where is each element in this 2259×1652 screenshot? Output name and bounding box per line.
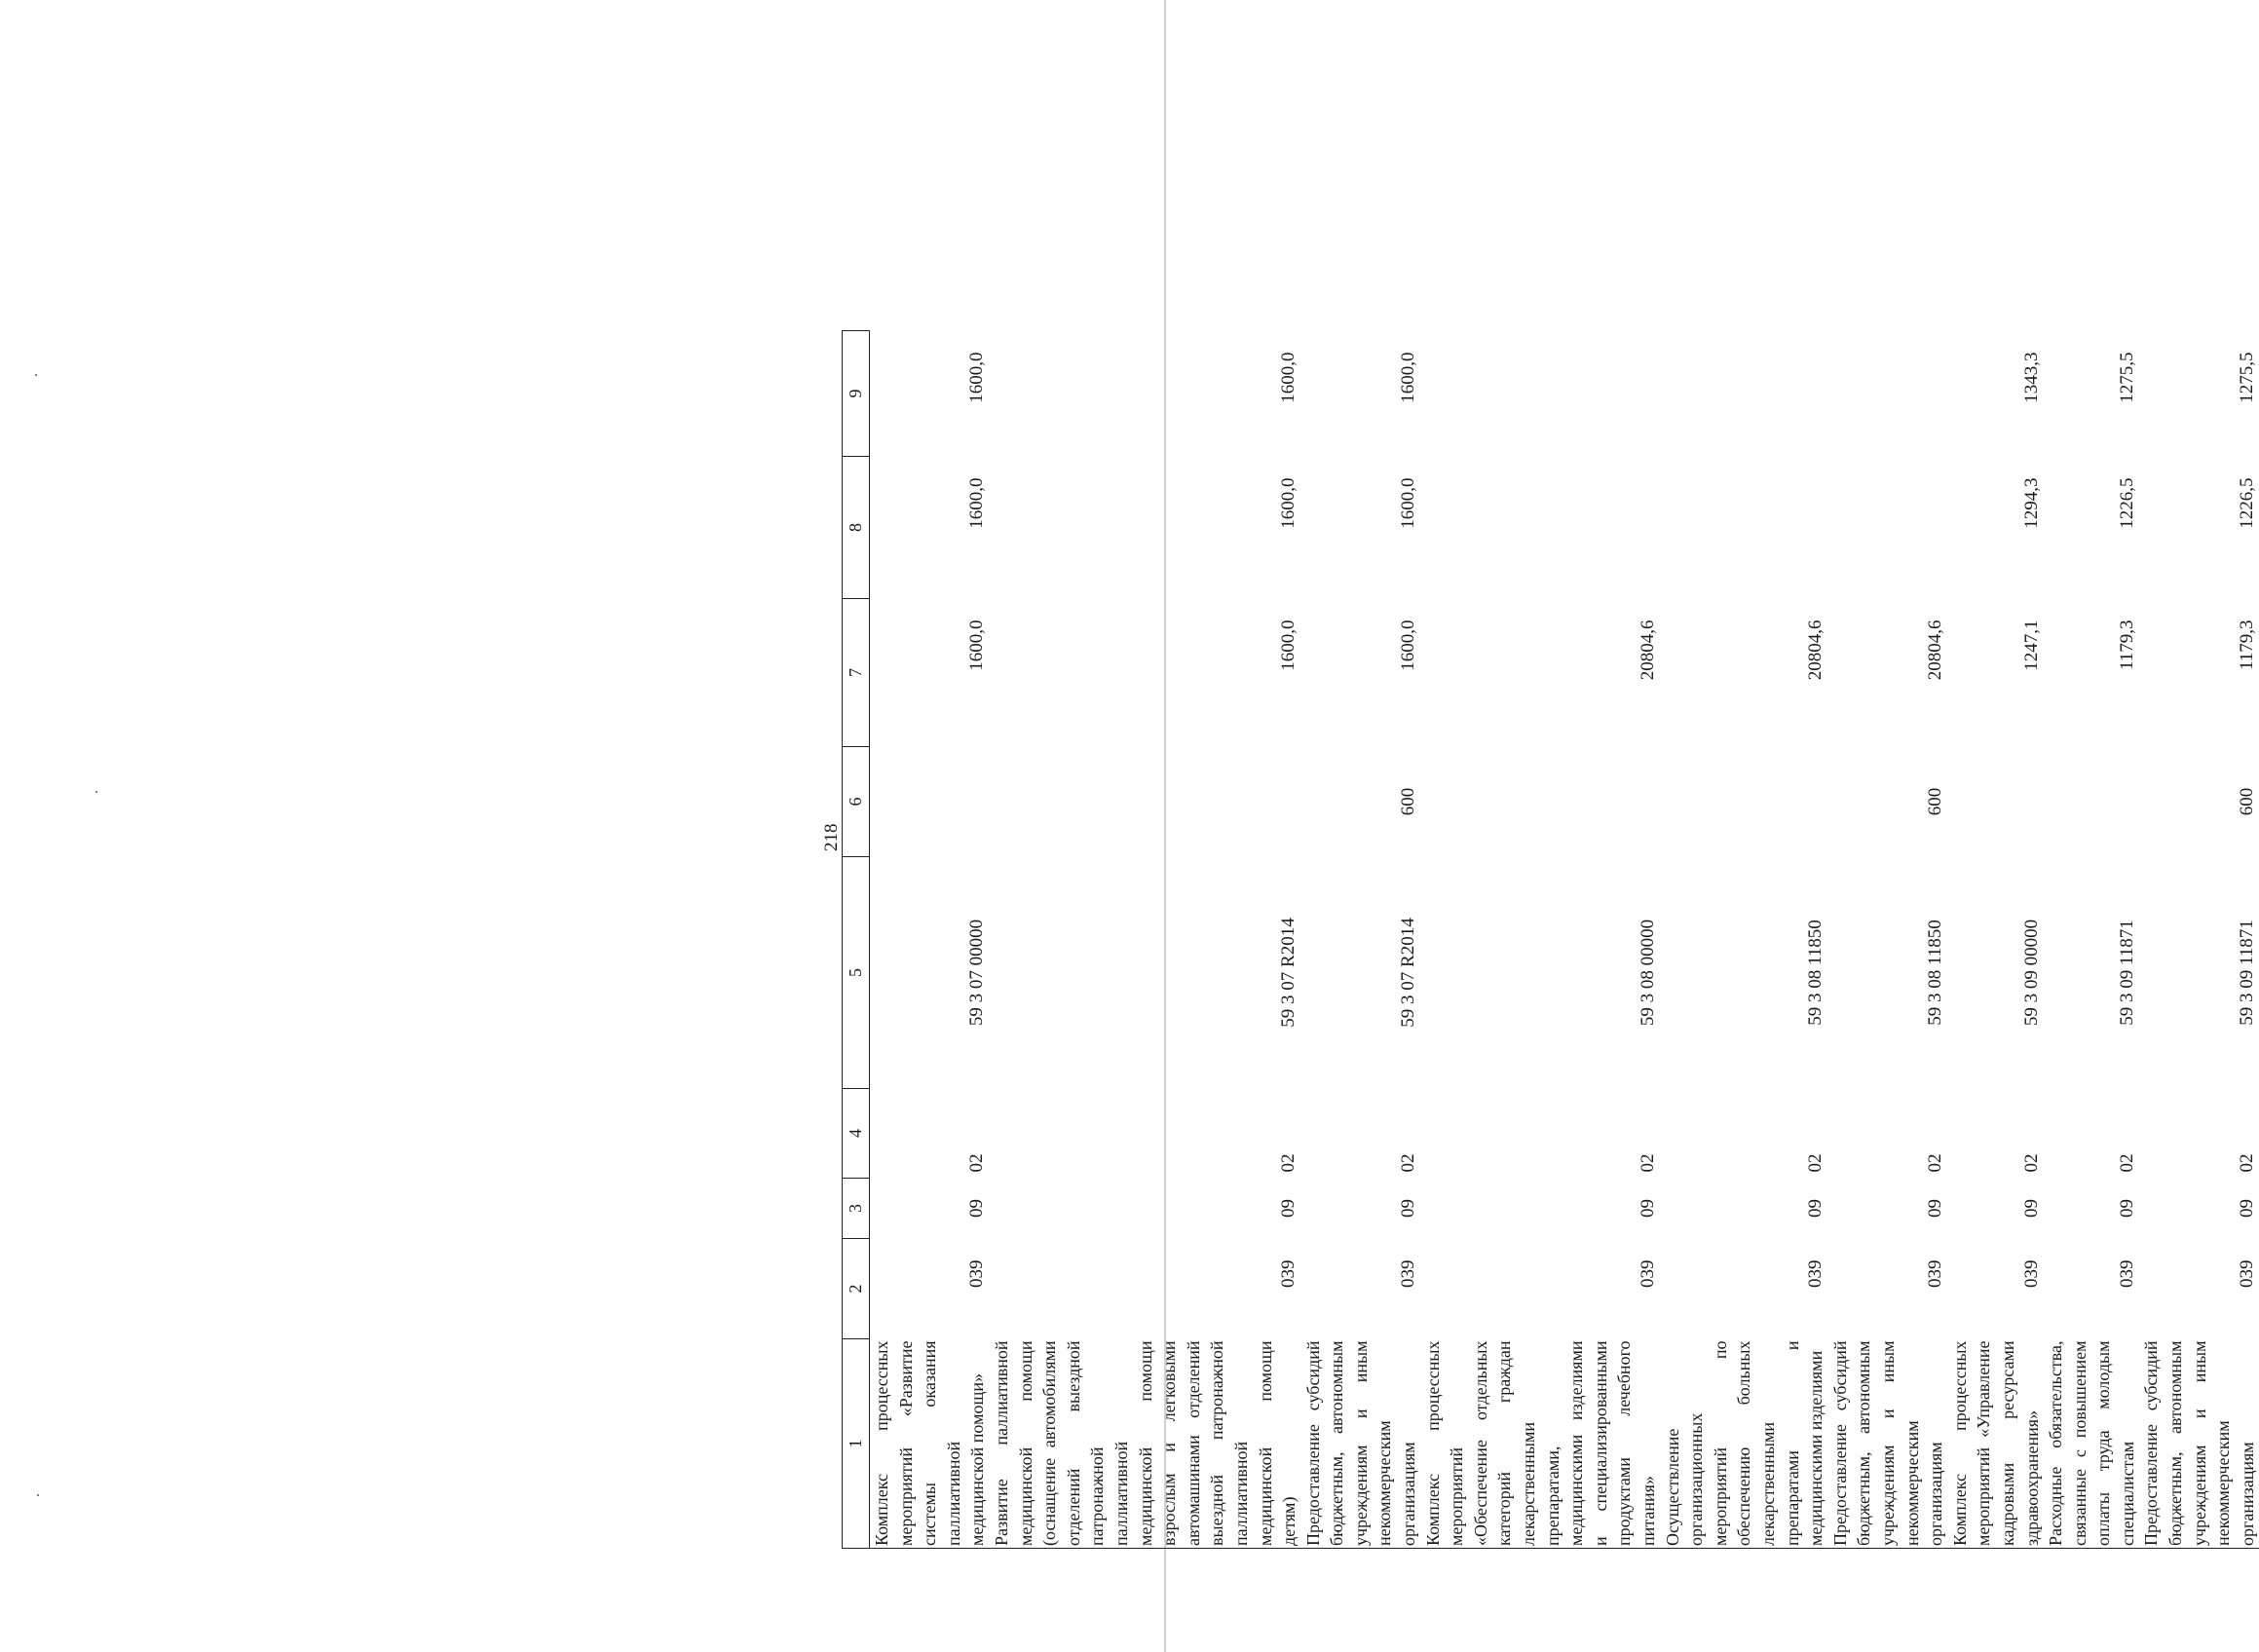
admin-code: 039 bbox=[2020, 1259, 2042, 1288]
column-header: 2 bbox=[843, 1239, 870, 1339]
amount-year-1: 1600,0 bbox=[966, 620, 988, 671]
subsection-code: 02 bbox=[2116, 1153, 2137, 1173]
target-item-code: 59 3 08 11850 bbox=[1805, 920, 1826, 1026]
expense-type-code: 600 bbox=[1398, 787, 1419, 816]
target-item-code: 59 3 09 11871 bbox=[2236, 920, 2257, 1026]
amount-year-3 bbox=[1828, 331, 1948, 457]
target-item-code: 59 3 09 00000 bbox=[2020, 919, 2042, 1027]
amount-year-2 bbox=[1421, 457, 1661, 599]
amount-year-3: 1600,0 bbox=[1398, 352, 1419, 403]
amount-year-3: 1275,5 bbox=[2236, 352, 2257, 403]
subsection-code: 02 bbox=[1925, 1153, 1946, 1173]
amount-year-2: 1600,0 bbox=[1278, 477, 1299, 529]
expense-type-code: 600 bbox=[1925, 787, 1946, 816]
admin-code: 039 bbox=[1278, 1259, 1299, 1288]
column-header: 7 bbox=[843, 599, 870, 747]
column-header: 8 bbox=[843, 457, 870, 599]
column-header: 3 bbox=[843, 1179, 870, 1239]
section-code: 09 bbox=[2020, 1199, 2042, 1218]
table-row bbox=[1301, 331, 1421, 1549]
amount-year-2: 1226,5 bbox=[2116, 477, 2137, 529]
amount-year-1: 20804,6 bbox=[1638, 620, 1658, 681]
column-header: 5 bbox=[843, 857, 870, 1089]
row-description: Расходные обязательства, связанные с повышением оплаты труда молодым специалистам bbox=[2044, 1339, 2139, 1549]
table-row bbox=[2044, 331, 2139, 1549]
row-description: Комплекс процессных мероприятий «Развитие системы оказания паллиативной медицинской помощи» bbox=[870, 1339, 990, 1549]
column-header: 6 bbox=[843, 747, 870, 857]
column-header: 9 bbox=[843, 331, 870, 457]
amount-year-3 bbox=[1661, 331, 1828, 457]
column-header: 4 bbox=[843, 1089, 870, 1179]
target-item-code: 59 3 07 R2014 bbox=[1278, 918, 1299, 1028]
amount-year-2 bbox=[1661, 457, 1828, 599]
budget-table bbox=[842, 330, 2259, 1549]
subsection-code: 02 bbox=[966, 1153, 988, 1173]
expense-type-code bbox=[870, 747, 990, 857]
table-row bbox=[870, 331, 990, 1549]
table-row bbox=[1661, 331, 1828, 1549]
subsection-code: 02 bbox=[1278, 1153, 1299, 1173]
section-code: 09 bbox=[1278, 1199, 1299, 1218]
section-code: 09 bbox=[1398, 1199, 1419, 1218]
amount-year-3: 1343,3 bbox=[2020, 352, 2042, 403]
row-description: Предоставление субсидий бюджетным, автономным учреждениям и иным некоммерческим организациям bbox=[1301, 1339, 1421, 1549]
expense-type-code bbox=[1661, 747, 1828, 857]
section-code: 09 bbox=[1925, 1199, 1946, 1218]
admin-code: 039 bbox=[966, 1259, 988, 1288]
section-code: 09 bbox=[2236, 1199, 2257, 1218]
row-description: Комплекс процессных мероприятий «Обеспечение отдельных категорий граждан лекарственными препаратами, медицинскими изделиями и специализированными продуктами лечебного питания» bbox=[1421, 1339, 1661, 1549]
table-row bbox=[2139, 331, 2259, 1549]
target-item-code: 59 3 09 11871 bbox=[2116, 920, 2137, 1026]
section-code: 09 bbox=[1638, 1199, 1658, 1218]
amount-year-2 bbox=[1828, 457, 1948, 599]
column-header-row bbox=[843, 331, 870, 1549]
amount-year-1: 1179,3 bbox=[2116, 620, 2137, 671]
admin-code: 039 bbox=[2236, 1259, 2257, 1288]
column-header: 1 bbox=[843, 1339, 870, 1549]
expense-type-code bbox=[1421, 747, 1661, 857]
amount-year-1: 1247,1 bbox=[2020, 620, 2042, 671]
amount-year-2: 1294,3 bbox=[2020, 477, 2042, 529]
table-row bbox=[1828, 331, 1948, 1549]
admin-code: 039 bbox=[1925, 1259, 1946, 1288]
amount-year-1: 20804,6 bbox=[1925, 620, 1946, 681]
subsection-code: 02 bbox=[1398, 1153, 1419, 1173]
admin-code: 039 bbox=[1805, 1259, 1826, 1288]
amount-year-1: 1600,0 bbox=[1278, 620, 1299, 671]
row-description: Предоставление субсидий бюджетным, автономным учреждениям и иным некоммерческим организациям bbox=[1828, 1339, 1948, 1549]
section-code: 09 bbox=[966, 1199, 988, 1218]
section-code: 09 bbox=[1805, 1199, 1826, 1218]
table-row bbox=[990, 331, 1301, 1549]
subsection-code: 02 bbox=[2020, 1153, 2042, 1173]
amount-year-2: 1226,5 bbox=[2236, 477, 2257, 529]
subsection-code: 02 bbox=[2236, 1153, 2257, 1173]
amount-year-1: 1179,3 bbox=[2236, 620, 2257, 671]
target-item-code: 59 3 08 00000 bbox=[1638, 919, 1658, 1027]
amount-year-3: 1275,5 bbox=[2116, 352, 2137, 403]
page-number: 218 bbox=[821, 823, 842, 851]
amount-year-2: 1600,0 bbox=[966, 477, 988, 529]
table-row bbox=[1421, 331, 1661, 1549]
amount-year-3 bbox=[1421, 331, 1661, 457]
section-code: 09 bbox=[2116, 1199, 2137, 1218]
admin-code: 039 bbox=[2116, 1259, 2137, 1288]
admin-code: 039 bbox=[1638, 1259, 1658, 1288]
subsection-code: 02 bbox=[1638, 1153, 1658, 1173]
admin-code: 039 bbox=[1398, 1259, 1419, 1288]
expense-type-code bbox=[2044, 747, 2139, 857]
amount-year-1: 1600,0 bbox=[1398, 620, 1419, 671]
amount-year-1: 20804,6 bbox=[1805, 620, 1826, 681]
row-description: Комплекс процессных мероприятий «Управление кадровыми ресурсами здравоохранения» bbox=[1948, 1339, 2044, 1549]
subsection-code: 02 bbox=[1805, 1153, 1826, 1173]
amount-year-3: 1600,0 bbox=[966, 352, 988, 403]
table-row bbox=[1948, 331, 2044, 1549]
expense-type-code: 600 bbox=[2236, 787, 2257, 816]
amount-year-2: 1600,0 bbox=[1398, 477, 1419, 529]
target-item-code: 59 3 07 00000 bbox=[966, 919, 988, 1027]
target-item-code: 59 3 07 R2014 bbox=[1398, 918, 1419, 1028]
row-description: Предоставление субсидий бюджетным, автономным учреждениям и иным некоммерческим организациям bbox=[2139, 1339, 2259, 1549]
row-description: Развитие паллиативной медицинской помощи (оснащение автомобилями отделений выездной патронажной паллиативной медицинской помощи взрослым и легковыми автомашинами отделений выездной патронажной паллиативной медицинской помощи детям) bbox=[990, 1339, 1301, 1549]
expense-type-code bbox=[1948, 747, 2044, 857]
row-description: Осуществление организационных мероприятий по обеспечению больных лекарственными препаратами и медицинскими изделиями bbox=[1661, 1339, 1828, 1549]
target-item-code: 59 3 08 11850 bbox=[1925, 920, 1946, 1026]
expense-type-code bbox=[990, 747, 1301, 857]
amount-year-3: 1600,0 bbox=[1278, 352, 1299, 403]
